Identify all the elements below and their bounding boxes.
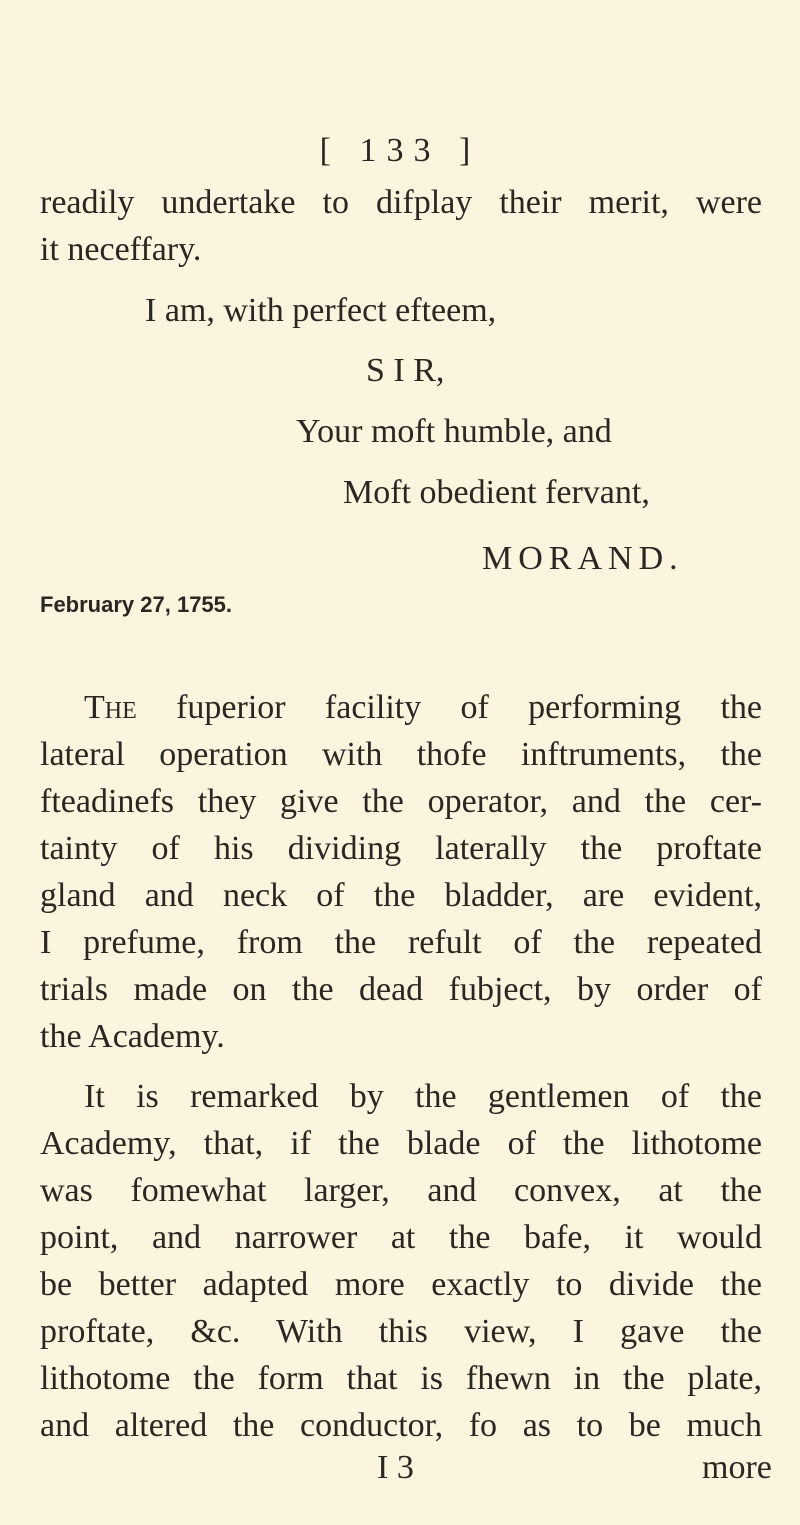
signature: MORAND. [482,540,684,577]
closing-salutation: S I R, [366,352,445,389]
text-line: fteadinefs they give the operator, and the cer- [40,783,762,820]
closing-line-1: Your moft humble, and [296,413,612,450]
text-line: tainty of his dividing laterally the proftate [40,830,762,867]
text-line: readily undertake to difplay their merit, were [40,184,762,221]
text-line: I prefume, from the refult of the repeated [40,924,762,961]
closing-greeting: I am, with perfect efteem, [145,292,497,329]
text-line: and altered the conductor, fo as to be much [40,1407,762,1444]
text-line: gland and neck of the bladder, are evident, [40,877,762,914]
closing-line-2: Moft obedient fervant, [343,474,650,511]
text-line: lateral operation with thofe inftruments, the [40,736,762,773]
text-line: trials made on the dead fubject, by order of [40,971,762,1008]
text-line: be better adapted more exactly to divide the [40,1266,762,1303]
signature-mark: I 3 [377,1449,414,1486]
text-line: point, and narrower at the bafe, it would [40,1219,762,1256]
text-line: was fomewhat larger, and convex, at the [40,1172,762,1209]
catchword: more [702,1449,772,1486]
text-line: proftate, &c. With this view, I gave the [40,1313,762,1350]
page-number: [ 133 ] [319,132,481,169]
drop-word: The [84,689,137,726]
text-line-first: The fuperior facility of performing the [84,689,762,726]
letter-date: February 27, 1755. [40,592,233,617]
text-line: lithotome the form that is fhewn in the plate, [40,1360,762,1397]
text-line: Academy, that, if the blade of the lithotome [40,1125,762,1162]
text-line: it neceffary. [40,231,202,268]
text-line-first: It is remarked by the gentlemen of the [84,1078,762,1115]
text-line: the Academy. [40,1018,225,1055]
